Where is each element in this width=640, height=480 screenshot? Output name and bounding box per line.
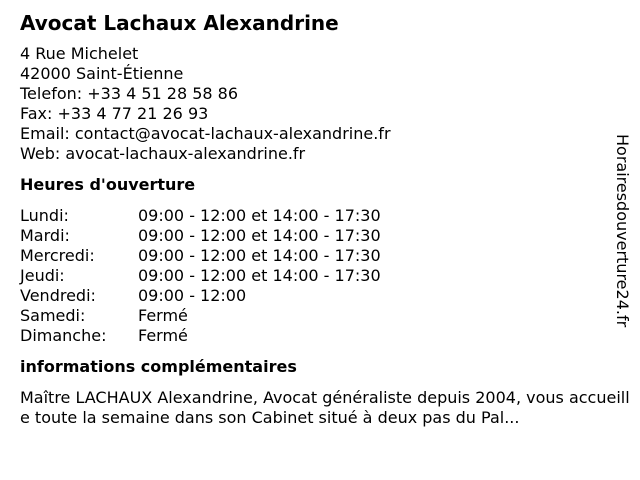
address-street: 4 Rue Michelet	[20, 44, 139, 63]
hours-time: 09:00 - 12:00 et 14:00 - 17:30	[138, 226, 381, 245]
fax-line: Fax: +33 4 77 21 26 93	[20, 104, 209, 123]
hours-row	[20, 306, 620, 326]
hours-table	[20, 206, 620, 346]
hours-time: Fermé	[138, 306, 188, 325]
hours-time: 09:00 - 12:00	[138, 286, 247, 305]
web-line: Web: avocat-lachaux-alexandrine.fr	[20, 144, 306, 163]
hours-time: 09:00 - 12:00 et 14:00 - 17:30	[138, 266, 381, 285]
info-description: Maître LACHAUX Alexandrine, Avocat généraliste depuis 2004, vous accueille toute la semaine dans son Cabinet situé à deux pas du Pal...	[20, 388, 630, 427]
info-heading: informations complémentaires	[20, 357, 297, 376]
hours-time: 09:00 - 12:00 et 14:00 - 17:30	[138, 206, 381, 225]
hours-row	[20, 286, 620, 306]
hours-row	[20, 246, 620, 266]
hours-row	[20, 226, 620, 246]
business-name: Avocat Lachaux Alexandrine	[20, 11, 339, 35]
hours-day: Dimanche:	[20, 326, 107, 345]
hours-row	[20, 266, 620, 286]
hours-day: Lundi:	[20, 206, 69, 225]
address-city: 42000 Saint-Étienne	[20, 64, 184, 83]
hours-time: 09:00 - 12:00 et 14:00 - 17:30	[138, 246, 381, 265]
email-line: Email: contact@avocat-lachaux-alexandrine.fr	[20, 124, 391, 143]
site-watermark-label: Horairesdouverture24.fr	[613, 134, 632, 328]
hours-row	[20, 206, 620, 226]
hours-day: Mercredi:	[20, 246, 95, 265]
hours-heading: Heures d'ouverture	[20, 175, 196, 194]
hours-time: Fermé	[138, 326, 188, 345]
hours-day: Mardi:	[20, 226, 70, 245]
contact-block	[20, 44, 620, 164]
hours-day: Vendredi:	[20, 286, 96, 305]
hours-day: Samedi:	[20, 306, 86, 325]
hours-day: Jeudi:	[20, 266, 65, 285]
hours-row	[20, 326, 620, 346]
phone-line: Telefon: +33 4 51 28 58 86	[20, 84, 239, 103]
